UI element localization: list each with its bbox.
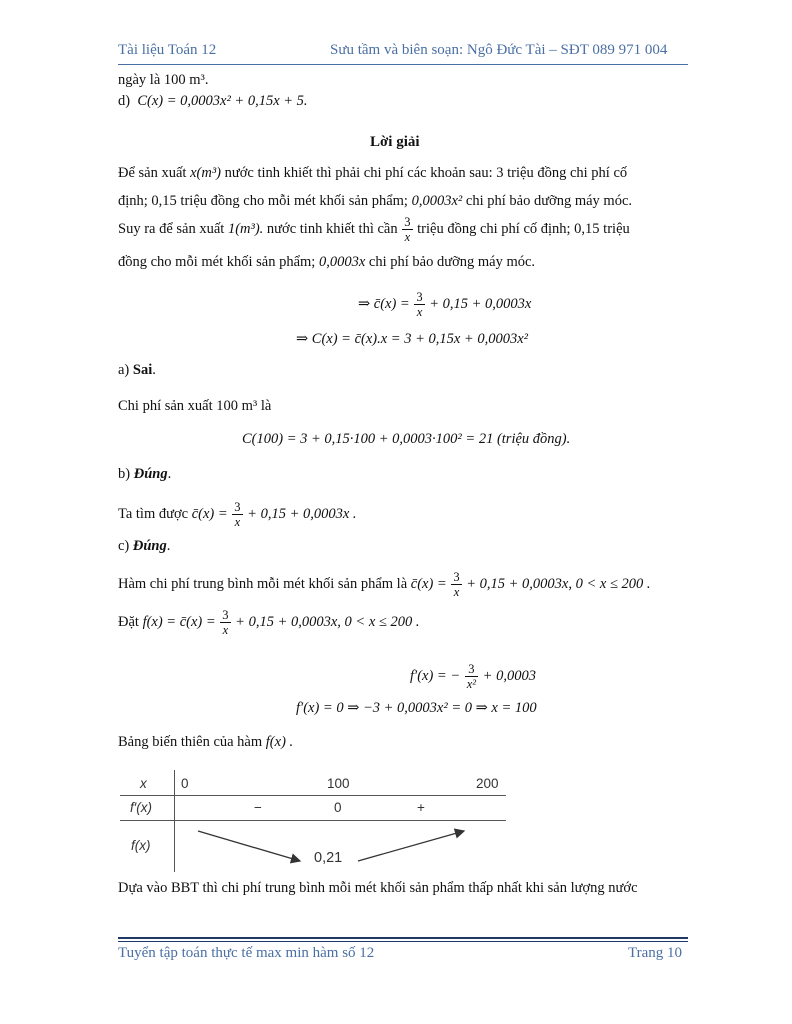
option-d-label: d) <box>118 93 131 109</box>
bbt-x2: 200 <box>476 776 499 791</box>
increasing-arrow-icon <box>358 831 464 861</box>
footer-page-number: Trang 10 <box>628 945 683 961</box>
f-frac-num: 3 <box>222 608 229 622</box>
header-author-right: Sưu tầm và biên soạn: Ngô Đức Tài – SĐT 089 971 004 <box>330 42 668 58</box>
answer-c-math-left: c̄(x) = <box>410 575 447 592</box>
bbt-fprime-label: f′(x) <box>130 800 153 815</box>
bbt-fprime-zero: 0 <box>334 800 342 815</box>
bbt-x0: 0 <box>181 776 189 791</box>
solution-title: Lời giải <box>370 134 420 150</box>
b-frac-num: 3 <box>234 500 241 514</box>
answer-a: a) Sai. <box>118 362 156 378</box>
answer-c-verdict: Đúng <box>132 538 167 554</box>
answer-a-equation: C(100) = 3 + 0,15·100 + 0,0003·100² = 21 (triệu đồng). <box>242 431 571 447</box>
answer-a-label: a) <box>118 362 130 378</box>
p1-text-d: chi phí bảo dưỡng máy móc. <box>465 193 633 209</box>
eq1-fraction <box>414 290 424 319</box>
define-f <box>118 608 419 637</box>
para1-line1 <box>118 165 627 182</box>
p2-text-a: Suy ra để sản xuất <box>118 220 225 237</box>
answer-a-text: Chi phí sản xuất 100 m³ là <box>118 398 272 414</box>
frac-num: 3 <box>404 215 411 229</box>
c-frac-den: x <box>453 585 460 599</box>
para2-line1 <box>118 215 630 244</box>
footer-divider-thin <box>118 941 688 942</box>
answer-c-fraction <box>451 570 461 599</box>
define-f-math-right: + 0,15 + 0,0003x, 0 < x ≤ 200 . <box>235 613 420 630</box>
para1-line2 <box>118 193 632 210</box>
bbt-f-minimum: 0,21 <box>314 850 343 866</box>
answer-c-text <box>118 570 651 599</box>
f-frac-den: x <box>222 623 229 637</box>
footer-divider-thick <box>118 937 688 939</box>
option-d-formula: C(x) = 0,0003x² + 0,15x + 5. <box>137 93 308 109</box>
p1-math-c: 0,0003x² <box>411 193 463 209</box>
eq1-left: ⇒ c̄(x) = <box>358 295 410 312</box>
answer-c-label: c) <box>118 538 130 554</box>
deriv1-right: + 0,0003 <box>482 667 536 684</box>
p2-math-a: 1(m³). <box>227 220 264 237</box>
bbt-x1: 100 <box>327 776 350 791</box>
p2-text-b: nước tinh khiết thì cần <box>266 220 398 237</box>
derivative-f <box>410 662 536 691</box>
define-f-math-left: f(x) = c̄(x) = <box>142 613 216 630</box>
p2-math-d: 0,0003x <box>318 254 366 270</box>
header-title-left: Tài liệu Toán 12 <box>118 42 217 58</box>
bbt-intro-text: Bảng biến thiên của hàm <box>118 734 263 750</box>
b-frac-den: x <box>234 515 241 529</box>
eq1-frac-num: 3 <box>416 290 423 304</box>
prev-line: ngày là 100 m³. <box>118 72 209 88</box>
answer-b-text-a: Ta tìm được <box>118 505 189 522</box>
answer-c: c) Đúng. <box>118 538 171 554</box>
bbt-fprime-plus: + <box>417 800 425 815</box>
fraction-3-over-x <box>402 215 412 244</box>
answer-b: b) Đúng. <box>118 466 172 482</box>
option-d <box>118 93 308 110</box>
p1-math-a: x(m³) <box>190 165 221 181</box>
answer-b-math-left: c̄(x) = <box>191 505 228 522</box>
deriv1-num: 3 <box>465 662 478 677</box>
bbt-row-line-2 <box>120 820 506 821</box>
bbt-x-label: x <box>140 776 147 791</box>
footer-book-title: Tuyển tập toán thực tế max min hàm số 12 <box>118 945 375 961</box>
p1-text-a: Để sản xuất <box>118 165 187 181</box>
c-frac-num: 3 <box>453 570 460 584</box>
define-f-fraction <box>220 608 230 637</box>
p2-text-c: triệu đồng chi phí cố định; 0,15 triệu <box>417 220 630 237</box>
answer-b-text <box>118 500 357 529</box>
answer-c-text-a: Hàm chi phí trung bình mỗi mét khối sản phẩm là <box>118 575 408 592</box>
eq1-right: + 0,15 + 0,0003x <box>429 295 532 312</box>
equation-avg-cost <box>358 290 531 319</box>
bbt-intro-math: f(x) . <box>265 734 294 750</box>
bbt-intro <box>118 734 293 751</box>
p1-text-c: định; 0,15 triệu đồng cho mỗi mét khối sản phẩm; <box>118 193 408 209</box>
conclusion-line: Dựa vào BBT thì chi phí trung bình mỗi mét khối sản phẩm thấp nhất khi sản lượng nước <box>118 880 638 896</box>
answer-b-verdict: Đúng <box>133 466 168 482</box>
bbt-f-label: f(x) <box>131 838 151 853</box>
decreasing-arrow-icon <box>198 831 300 861</box>
eq1-frac-den: x <box>416 305 423 319</box>
answer-c-math-right: + 0,15 + 0,0003x, 0 < x ≤ 200 . <box>466 575 651 592</box>
frac-den: x <box>404 230 411 244</box>
answer-a-verdict: Sai <box>132 362 153 378</box>
bbt-arrows <box>170 825 490 870</box>
define-f-text: Đặt <box>118 613 139 630</box>
bbt-row-line-1 <box>120 795 506 796</box>
p2-text-d: đồng cho mỗi mét khối sản phẩm; <box>118 254 316 270</box>
para2-line2 <box>118 254 535 271</box>
derivative-zero: f′(x) = 0 ⇒ −3 + 0,0003x² = 0 ⇒ x = 100 <box>296 700 537 716</box>
deriv1-den: x² <box>466 677 477 691</box>
p1-text-b: nước tinh khiết thì phải chi phí các khoản sau: 3 triệu đồng chi phí cố <box>224 165 628 181</box>
bbt-fprime-minus: − <box>254 800 262 815</box>
answer-b-math-right: + 0,15 + 0,0003x . <box>247 505 357 522</box>
p2-text-e: chi phí bảo dưỡng máy móc. <box>368 254 536 270</box>
answer-b-fraction <box>232 500 242 529</box>
equation-total-cost: ⇒ C(x) = c̄(x).x = 3 + 0,15x + 0,0003x² <box>296 331 528 347</box>
answer-b-label: b) <box>118 466 131 482</box>
header-divider <box>118 64 688 65</box>
deriv1-left: f′(x) = − <box>410 667 461 684</box>
deriv1-fraction <box>465 662 478 691</box>
